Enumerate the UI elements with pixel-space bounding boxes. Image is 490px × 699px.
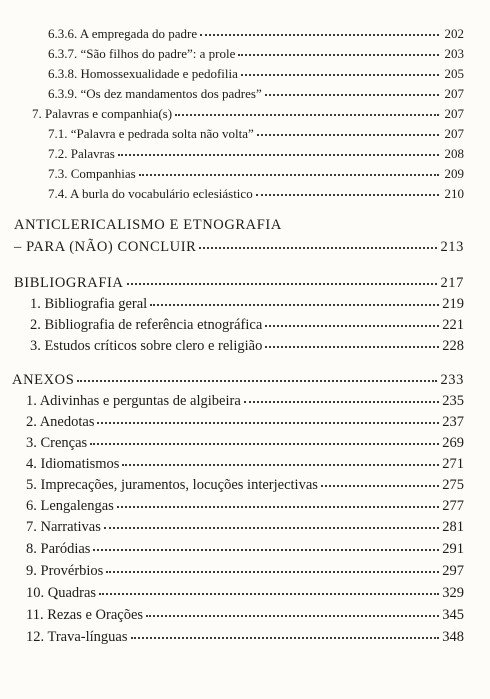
toc-entry-page: 237 [442,414,464,430]
leader-dots [265,325,439,327]
leader-dots [104,527,439,529]
toc-entry-page: 291 [442,541,464,557]
leader-dots [97,422,439,424]
toc-entry [30,297,464,312]
toc-entry-page: 203 [444,46,464,61]
toc-heading-label: ANEXOS [12,372,75,388]
toc-entry-label: 7.1. “Palavra e pedrada solta não volta” [48,126,254,141]
toc-entry-page: 208 [444,146,464,161]
toc-entry [26,608,464,623]
leader-dots [131,637,440,639]
toc-entry [26,586,464,601]
toc-heading-row [14,240,464,255]
toc-entry [26,564,464,579]
leader-dots [256,194,439,196]
toc-entry [48,147,464,160]
leader-dots [257,134,439,136]
toc-entry-label: 1. Bibliografia geral [30,296,148,312]
leader-dots [90,443,439,445]
leader-dots [150,304,439,306]
toc-entry [48,167,464,180]
leader-dots [93,549,439,551]
toc-entry [48,127,464,140]
toc-heading-page: 213 [440,239,464,255]
toc-entry-label: 5. Imprecações, juramentos, locuções interjectivas [26,477,318,493]
toc-heading-label: BIBLIOGRAFIA [14,275,124,291]
toc-entry-label: 7.4. A burla do vocabulário eclesiástico [48,186,253,201]
toc-entry-page: 281 [442,519,464,535]
toc-heading-page: 217 [440,275,464,291]
leader-dots [321,485,439,487]
leader-dots [77,380,437,382]
toc-entry [48,47,464,60]
toc-entry [26,457,464,472]
toc-entry-page: 275 [442,477,464,493]
leader-dots [175,114,439,116]
toc-entry-page: 348 [442,629,464,645]
toc-entry-page: 269 [442,435,464,451]
leader-dots [127,283,438,285]
toc-entry-label: 7.3. Companhias [48,166,136,181]
toc-entry [26,499,464,514]
toc-entry-page: 271 [442,456,464,472]
toc-entry-label: 11. Rezas e Orações [26,607,144,623]
leader-dots [244,401,439,403]
toc-entry [26,436,464,451]
toc-entry-page: 205 [444,66,464,81]
toc-entry-label: 9. Provérbios [26,563,104,579]
toc-entry-page: 345 [442,607,464,623]
toc-entry-page: 219 [442,296,464,312]
toc-entry-label: 4. Idiomatismos [26,456,120,472]
toc-entry-label: 6.3.6. A empregada do padre [48,26,198,41]
toc-heading-anticlericalismo: ANTICLERICALISMO E ETNOGRAFIA [14,217,282,233]
toc-entry-label: 7. Narrativas [26,519,101,535]
toc-chapter-page: 207 [444,106,464,121]
toc-entry-label: 6.3.9. “Os dez mandamentos dos padres” [48,86,262,101]
toc-entry-page: 207 [444,86,464,101]
toc-entry-label: 3. Estudos críticos sobre clero e religião [30,338,263,354]
leader-dots [265,94,439,96]
toc-entry-label: 2. Bibliografia de referência etnográfica [30,317,263,333]
toc-heading-page: 233 [440,372,464,388]
toc-chapter-label: 7. Palavras e companhia(s) [32,106,173,121]
leader-dots [117,506,439,508]
toc-entry-page: 235 [442,393,464,409]
leader-dots [106,571,439,573]
leader-dots [122,464,439,466]
toc-entry-label: 2. Anedotas [26,414,95,430]
toc-entry-page: 329 [442,585,464,601]
toc-entry-label: 6. Lengalengas [26,498,114,514]
toc-entry [30,318,464,333]
toc-entry [26,415,464,430]
toc-entry [26,542,464,557]
leader-dots [200,34,439,36]
toc-entry-page: 210 [444,186,464,201]
leader-dots [118,154,439,156]
toc-entry-page: 209 [444,166,464,181]
toc-entry-page: 228 [442,338,464,354]
toc-entry-page: 297 [442,563,464,579]
leader-dots [238,54,439,56]
toc-entry-label: 3. Crenças [26,435,88,451]
toc-entry [26,520,464,535]
toc-entry [30,339,464,354]
toc-entry [48,27,464,40]
toc-chapter [32,107,464,120]
toc-entry-label: 12. Trava-línguas [26,629,128,645]
leader-dots [241,74,439,76]
leader-dots [265,346,439,348]
toc-entry [48,187,464,200]
toc-entry [26,478,464,493]
toc-entry-label: 7.2. Palavras [48,146,115,161]
leader-dots [99,593,439,595]
toc-entry-page: 202 [444,26,464,41]
toc-entry [48,67,464,80]
leader-dots [139,174,439,176]
toc-entry-label: 1. Adivinhas e perguntas de algibeira [26,393,241,409]
toc-entry [48,87,464,100]
toc-entry [26,394,464,409]
toc-entry-label: 6.3.8. Homossexualidade e pedofilia [48,66,238,81]
toc-heading-bibliografia [14,276,464,291]
leader-dots [146,615,439,617]
toc-entry-label: 8. Paródias [26,541,91,557]
toc-heading-anexos [12,373,464,388]
toc-entry-page: 277 [442,498,464,514]
toc-entry-label: 6.3.7. “São filhos do padre”: a prole [48,46,236,61]
toc-entry-page: 221 [442,317,464,333]
leader-dots [199,247,437,249]
toc-entry [26,630,464,645]
toc-entry-label: 10. Quadras [26,585,97,601]
toc-entry-page: 207 [444,126,464,141]
toc-heading-label: – PARA (NÃO) CONCLUIR [14,239,197,255]
